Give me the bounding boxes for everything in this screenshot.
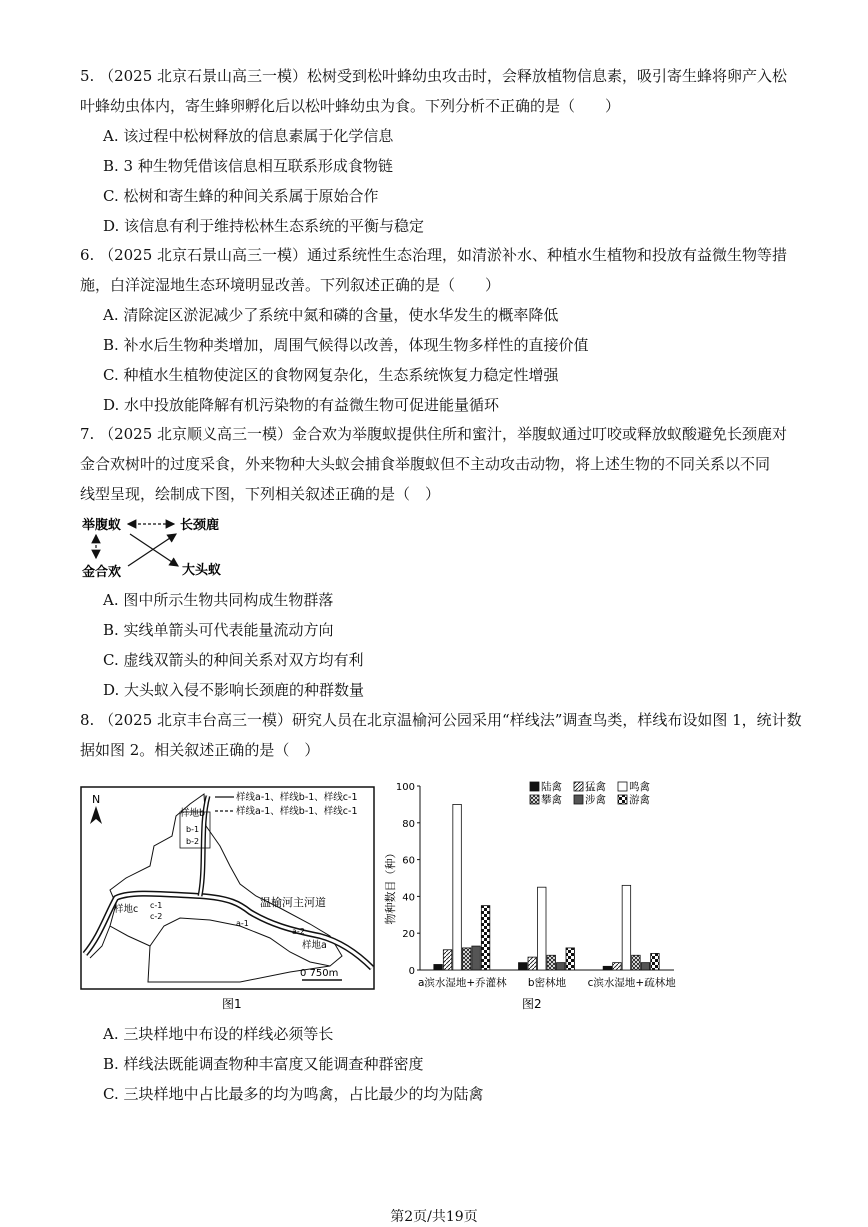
bar-涉禽-2 [641,963,650,970]
q5-option-b: B. 3 种生物凭借该信息相互联系形成食物链 [103,157,393,175]
bar-陆禽-1 [519,963,528,970]
q6-option-c: C. 种植水生植物使淀区的食物网复杂化，生态系统恢复力稳定性增强 [103,366,559,384]
bar-鸣禽-2 [622,885,631,970]
bar-游禽-0 [481,906,490,970]
plot-c-line2: c-2 [150,912,163,921]
legend-dashed: 样线a-1、样线b-1、样线c-1 [236,806,358,817]
bar-猛禽-2 [613,963,622,970]
relationship-diagram [78,512,248,582]
y-tick-label: 80 [402,818,415,830]
q8-line2: 据如图 2。相关叙述正确的是（ ） [80,741,320,759]
y-tick-label: 100 [395,782,415,793]
chart-ylabel: 物种数目（种） [384,847,397,925]
q7-option-c: C. 虚线双箭头的种间关系对双方均有利 [103,651,364,669]
q5-line1: 5. （2025 北京石景山高三一模）松树受到松叶蜂幼虫攻击时，会释放植物信息素，吸引寄生蜂将卵产入松 [80,67,788,85]
y-tick-label: 60 [402,855,415,867]
q8-option-c: C. 三块样地中占比最多的均为鸣禽，占比最少的均为陆禽 [103,1085,484,1103]
q6-option-a: A. 清除淀区淤泥减少了系统中氮和磷的含量，使水华发生的概率降低 [103,306,559,324]
bar-鸣禽-0 [453,804,462,970]
arrow-solid-acacia-giraffe [128,534,176,566]
node-giraffe: 长颈鹿 [180,518,220,533]
legend-swatch [530,795,539,804]
scale-label: 0 750m [300,968,339,979]
legend-label: 游禽 [629,794,650,806]
q7-option-b: B. 实线单箭头可代表能量流动方向 [103,621,334,639]
q8-line1: 8. （2025 北京丰台高三一模）研究人员在北京温榆河公园采用“样线法”调查鸟类，样线布设如图 1，统计数 [80,711,802,729]
plot-b-line2: b-2 [186,837,200,846]
bar-攀禽-2 [632,955,641,970]
legend-swatch [618,782,627,791]
figure2-bar-chart [382,776,682,1016]
bar-游禽-2 [651,953,660,970]
bar-攀禽-0 [462,948,471,970]
figure1-caption: 图1 [222,997,242,1011]
category-label: b密林地 [527,977,567,989]
plot-b-label: 样地b [180,808,206,819]
north-label: N [92,793,101,806]
arrow-solid-ant-bighead [130,534,178,566]
legend-label: 涉禽 [585,794,606,806]
plot-a-line1: a-1 [236,919,249,928]
bar-猛禽-0 [443,950,451,970]
q7-line1: 7. （2025 北京顺义高三一模）金合欢为举腹蚁提供住所和蜜汁，举腹蚁通过叮咬或释放蚁酸避免长颈鹿对 [80,425,788,443]
legend-solid: 样线a-1、样线b-1、样线c-1 [236,792,358,803]
category-label: a滨水湿地+乔灌林 [417,977,507,989]
legend-label: 攀禽 [541,794,562,806]
legend-swatch [574,782,583,791]
plot-b-line1: b-1 [186,825,200,834]
figure2-caption: 图2 [522,997,542,1011]
river-label: 温榆河主河道 [260,896,326,909]
node-acacia: 金合欢 [82,565,122,580]
plot-a-label: 样地a [302,940,327,951]
legend-label: 陆禽 [541,781,562,793]
bar-鸣禽-1 [538,887,547,970]
q6-line2: 施，白洋淀湿地生态环境明显改善。下列叙述正确的是（ ） [80,276,501,294]
q7-option-a: A. 图中所示生物共同构成生物群落 [103,591,334,609]
node-ant: 举腹蚁 [82,518,122,533]
bar-游禽-1 [566,948,575,970]
bar-攀禽-1 [547,955,556,970]
bar-陆禽-0 [434,964,443,970]
q7-option-d: D. 大头蚁入侵不影响长颈鹿的种群数量 [103,681,365,699]
q5-option-c: C. 松树和寄生蜂的种间关系属于原始合作 [103,187,379,205]
q6-option-b: B. 补水后生物种类增加，周围气候得以改善，体现生物多样性的直接价值 [103,336,589,354]
plot-a-line2: a-2 [292,927,305,936]
legend-label: 猛禽 [585,781,606,793]
bar-猛禽-1 [528,957,537,970]
category-label: c滨水湿地+疏林地 [587,977,676,989]
bar-陆禽-2 [603,966,612,970]
page-footer: 第2页/共19页 [390,1209,478,1225]
legend-swatch [618,795,627,804]
figure1-map [80,786,380,1012]
bar-涉禽-0 [472,946,481,970]
q6-option-d: D. 水中投放能降解有机污染物的有益微生物可促进能量循环 [103,396,500,414]
y-tick-label: 0 [408,966,415,977]
legend-swatch [574,795,583,804]
q8-option-b: B. 样线法既能调查物种丰富度又能调查种群密度 [103,1055,424,1073]
north-arrow-icon [90,806,102,824]
q7-line3: 线型呈现，绘制成下图，下列相关叙述正确的是（ ） [80,485,441,503]
q5-option-a: A. 该过程中松树释放的信息素属于化学信息 [103,127,394,145]
y-tick-label: 40 [402,892,415,904]
legend-swatch [530,782,539,791]
q5-line2: 叶蜂幼虫体内，寄生蜂卵孵化后以松叶蜂幼虫为食。下列分析不正确的是（ ） [80,97,621,115]
q7-line2: 金合欢树叶的过度采食，外来物种大头蚁会捕食举腹蚁但不主动攻击动物，将上述生物的不同关系以不同 [80,455,771,473]
node-bighead-ant: 大头蚁 [182,563,222,578]
q5-option-d: D. 该信息有利于维持松林生态系统的平衡与稳定 [103,217,425,235]
q6-line1: 6. （2025 北京石景山高三一模）通过系统性生态治理，如清淤补水、种植水生植物和投放有益微生物等措 [80,246,788,264]
plot-c-line1: c-1 [150,901,163,910]
bar-涉禽-1 [557,963,566,970]
y-tick-label: 20 [402,929,415,941]
legend-label: 鸣禽 [629,781,650,793]
q8-option-a: A. 三块样地中布设的样线必须等长 [103,1025,334,1043]
plot-c-label: 样地c [114,904,139,915]
